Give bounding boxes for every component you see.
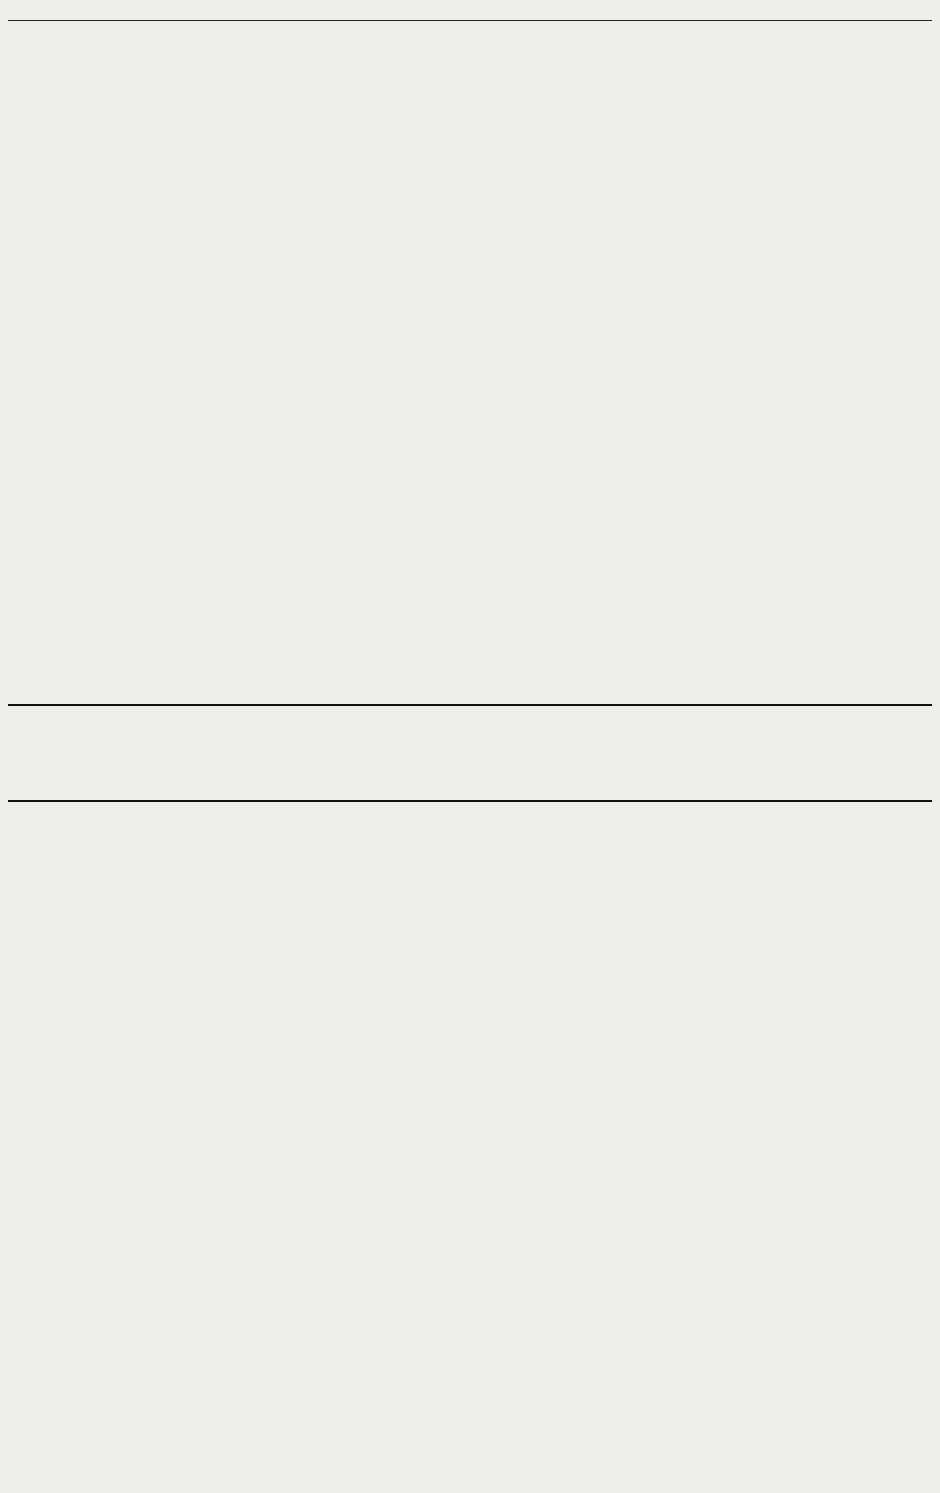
service-guide-section (8, 806, 932, 1478)
help-wanted-section (8, 24, 932, 696)
masthead (8, 4, 932, 21)
home-service-guide-banner (8, 704, 932, 802)
